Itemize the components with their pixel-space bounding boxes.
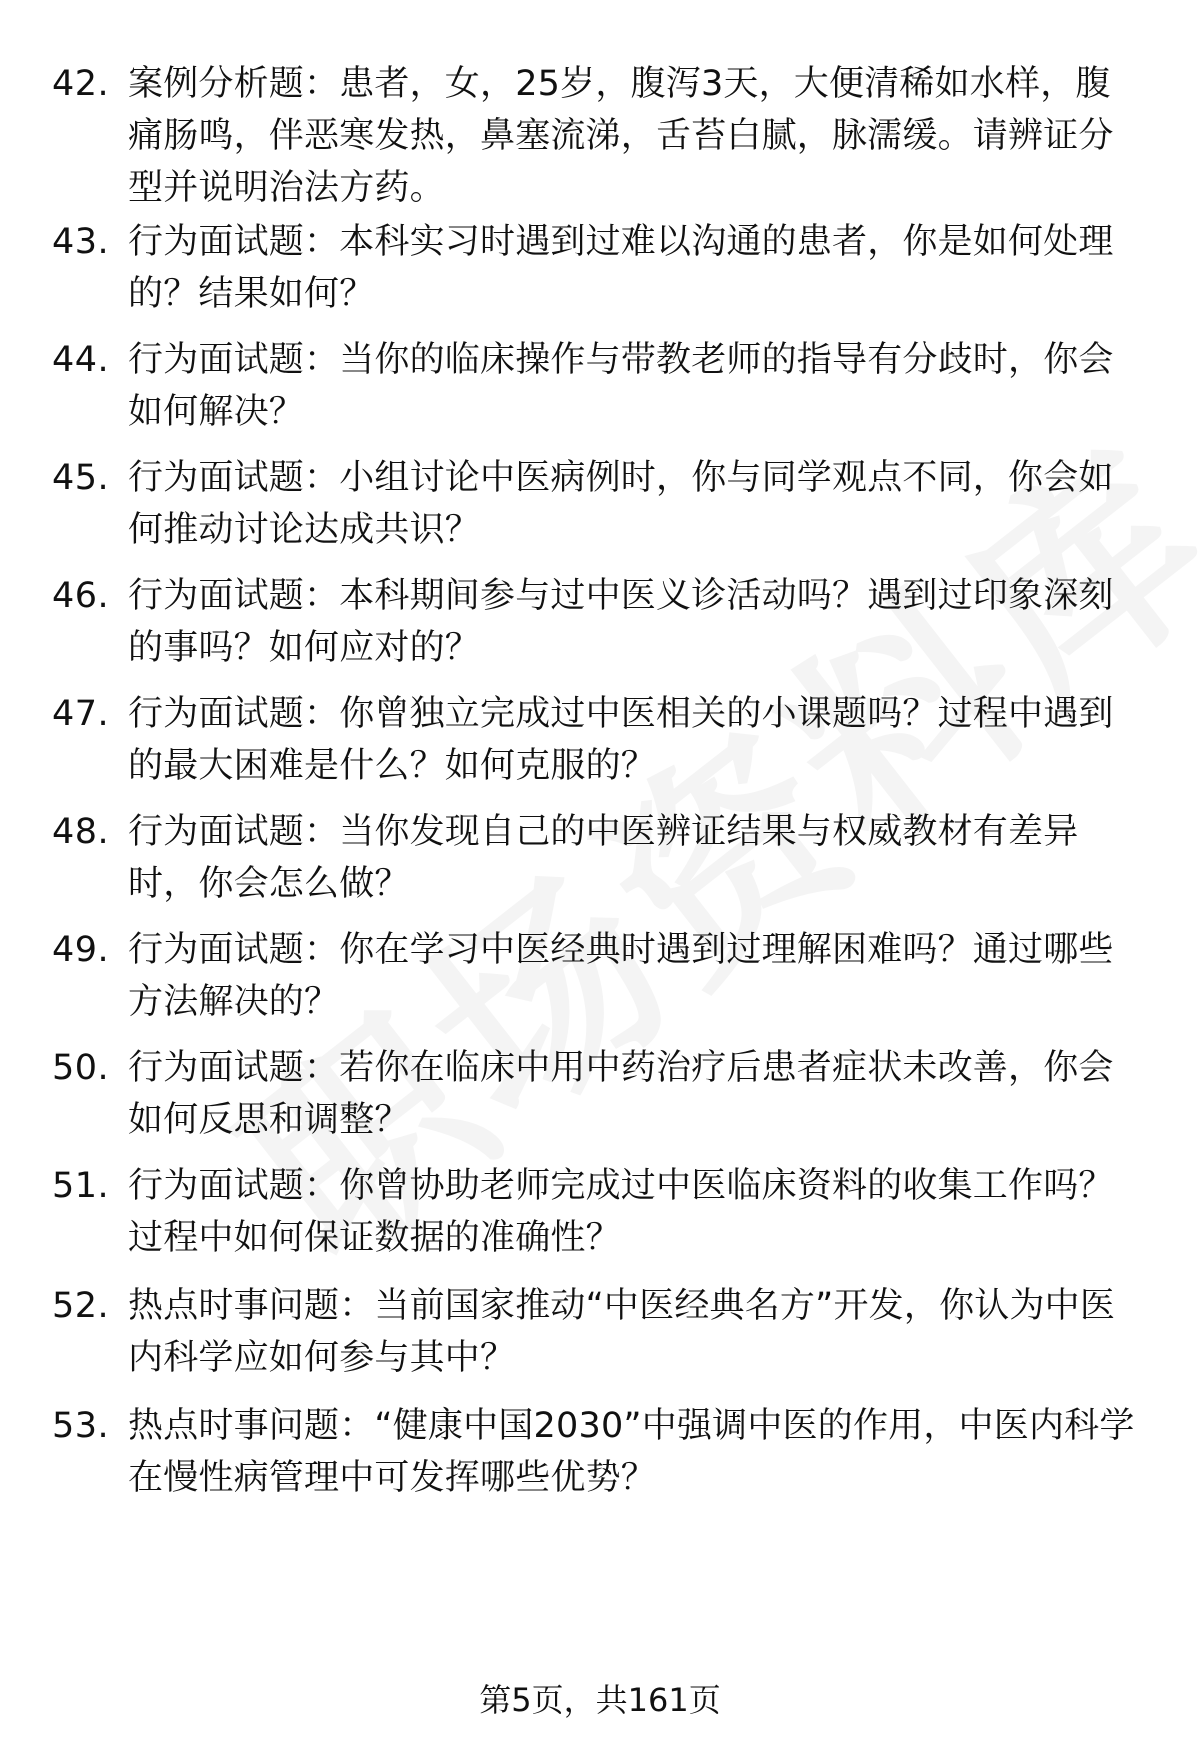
question-text: 行为面试题：你曾协助老师完成过中医临床资料的收集工作吗？过程中如何保证数据的准确性？ xyxy=(128,1166,1114,1258)
question-number: 47. xyxy=(52,694,110,734)
question-text: 行为面试题：你曾独立完成过中医相关的小课题吗？过程中遇到的最大困难是什么？如何克服的？ xyxy=(128,694,1114,786)
question-text: 行为面试题：当你发现自己的中医辨证结果与权威教材有差异时，你会怎么做？ xyxy=(128,812,1079,904)
question-number: 48. xyxy=(52,812,110,852)
question-number: 53. xyxy=(52,1406,110,1446)
question-text: 案例分析题：患者，女，25岁，腹泻3天，大便清稀如水样，腹痛肠鸣，伴恶寒发热，鼻塞流涕，舌苔白腻，脉濡缓。请辨证分型并说明治法方药。 xyxy=(128,64,1114,208)
question-text: 行为面试题：若你在临床中用中药治疗后患者症状未改善，你会如何反思和调整？ xyxy=(128,1048,1114,1140)
question-number: 45. xyxy=(52,458,110,498)
question-text: 行为面试题：当你的临床操作与带教老师的指导有分歧时，你会如何解决？ xyxy=(128,340,1114,432)
question-number: 46. xyxy=(52,576,110,616)
question-number: 50. xyxy=(52,1048,110,1088)
question-number: 52. xyxy=(52,1286,110,1326)
question-text: 行为面试题：你在学习中医经典时遇到过理解困难吗？通过哪些方法解决的？ xyxy=(128,930,1114,1022)
question-number: 42. xyxy=(52,64,110,104)
question-number: 51. xyxy=(52,1166,110,1206)
question-number: 49. xyxy=(52,930,110,970)
page-footer: 第5页，共161页 xyxy=(479,1681,721,1719)
question-text: 热点时事问题：当前国家推动“中医经典名方”开发，你认为中医内科学应如何参与其中？ xyxy=(128,1286,1116,1378)
question-text: 行为面试题：本科实习时遇到过难以沟通的患者，你是如何处理的？结果如何？ xyxy=(128,222,1114,314)
question-text: 行为面试题：小组讨论中医病例时，你与同学观点不同，你会如何推动讨论达成共识？ xyxy=(128,458,1114,550)
question-number: 43. xyxy=(52,222,110,262)
question-number: 44. xyxy=(52,340,110,380)
question-text: 行为面试题：本科期间参与过中医义诊活动吗？遇到过印象深刻的事吗？如何应对的？ xyxy=(128,576,1114,668)
question-text: 热点时事问题：“健康中国2030”中强调中医的作用，中医内科学在慢性病管理中可发挥哪些优势？ xyxy=(128,1406,1135,1498)
